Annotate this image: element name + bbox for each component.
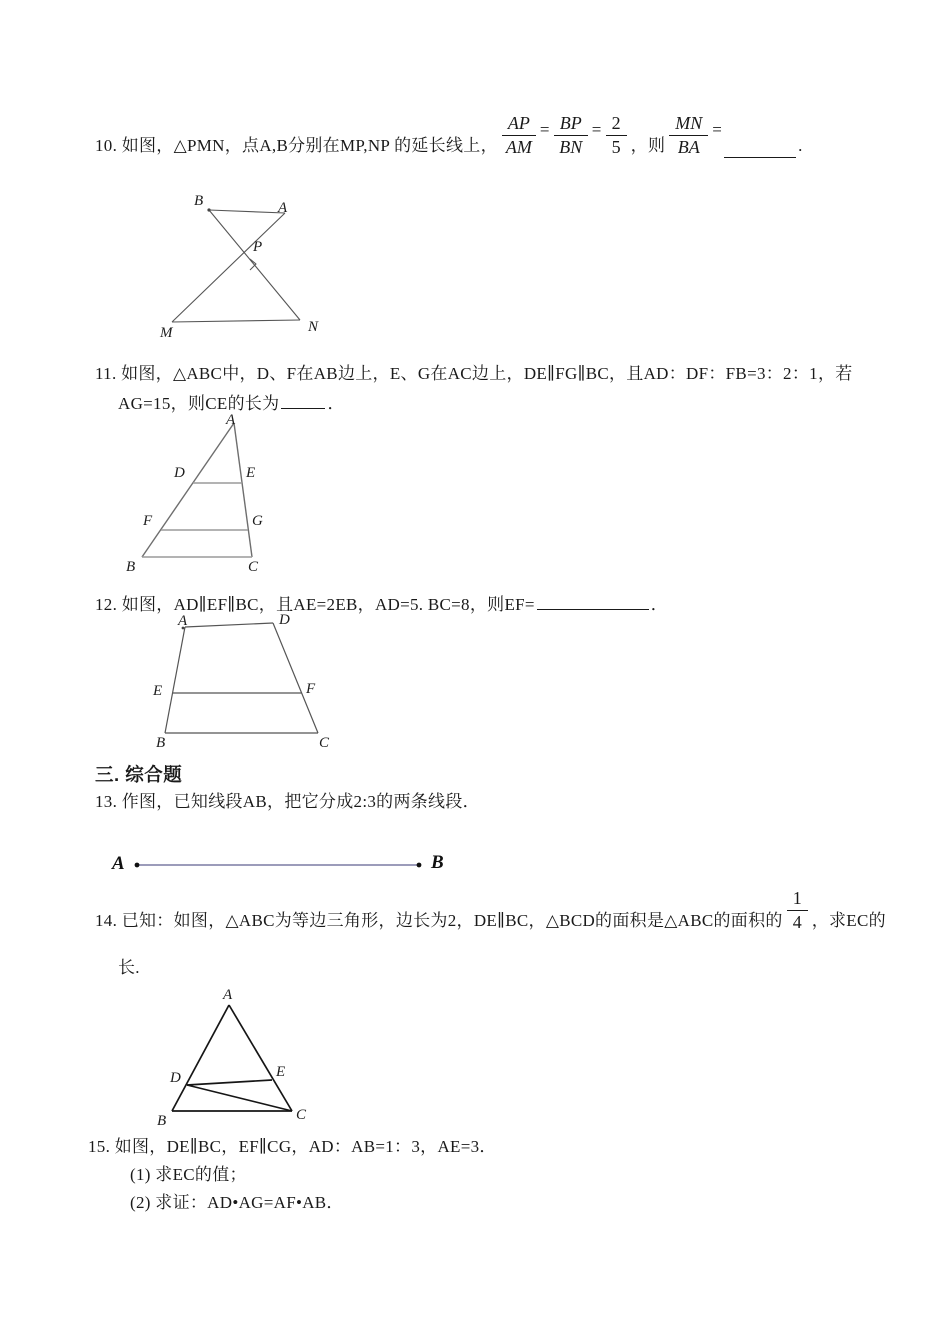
fig11-label-C: C — [248, 559, 259, 575]
fig12-label-C: C — [319, 735, 330, 751]
problem-15-item2: (2) 求证：AD•AG=AF•AB． — [130, 1193, 344, 1212]
fraction-2-5: $\frac{2}{5}$ — [606, 113, 627, 158]
figure-14-drawing — [150, 985, 350, 1133]
problem-12-text: 12. 如图，AD∥EF∥BC，且AE=2EB，AD=5. BC=8，则EF= — [95, 594, 535, 614]
section-3-header: 三. 综合题 — [95, 764, 183, 785]
fraction-AP-AM: $\frac{AP}{AM}$ — [502, 113, 536, 158]
fraction-MN-BA: $\frac{MN}{BA}$ — [669, 113, 708, 158]
figure-11-triangle — [112, 413, 312, 585]
point-B-dot — [417, 863, 422, 868]
side-AD — [185, 623, 273, 627]
fig12-label-D: D — [279, 612, 290, 628]
fig14-label-D: D — [170, 1070, 181, 1086]
fig14-label-C: C — [296, 1107, 307, 1123]
problem-14-statement — [95, 888, 886, 933]
side-AC — [229, 1005, 292, 1111]
fig10-label-B: B — [194, 193, 204, 209]
problem-14-line2: 长. — [118, 958, 140, 977]
fraction-1-4: $\frac{1}{4}$ — [787, 888, 808, 933]
figure-13-drawing — [100, 845, 470, 885]
figure-10-drawing — [150, 180, 380, 350]
fraction-BP-BN: $\frac{BP}{BN}$ — [554, 113, 588, 158]
segment-BA — [209, 210, 285, 213]
fig10-label-M: M — [160, 325, 173, 341]
side-AC — [234, 423, 252, 557]
problem-14-tail: ，求EC的 — [811, 911, 886, 931]
fig12-label-E: E — [153, 683, 163, 699]
fig13-label-B: B — [431, 852, 444, 873]
fig11-label-B: B — [126, 559, 136, 575]
side-DC — [273, 623, 318, 733]
equals-sign: = — [591, 120, 602, 140]
answer-blank-12 — [537, 591, 649, 610]
fig11-label-G: G — [252, 513, 263, 529]
figure-11-drawing — [112, 413, 312, 585]
period: . — [798, 136, 803, 156]
problem-12-period: ． — [650, 594, 669, 614]
problem-11-period: ． — [327, 393, 345, 413]
point-A-dot — [135, 863, 140, 868]
fig10-label-N: N — [308, 319, 319, 335]
problem-15-item1: (1) 求EC的值； — [130, 1165, 247, 1184]
answer-blank-10 — [724, 141, 796, 159]
figure-14-triangle — [150, 985, 350, 1133]
fig11-label-A: A — [226, 412, 236, 428]
fig12-label-B: B — [156, 735, 166, 751]
fig11-label-F: F — [143, 513, 153, 529]
fig12-label-F: F — [306, 681, 316, 697]
side-AB — [165, 627, 185, 733]
problem-13-statement: 13. 作图，已知线段AB，把它分成2:3的两条线段． — [95, 792, 480, 811]
side-AB — [142, 423, 234, 557]
segment-DC — [187, 1085, 292, 1111]
fig14-label-E: E — [276, 1064, 286, 1080]
fig10-label-P: P — [253, 239, 263, 255]
segment-MN — [172, 320, 300, 322]
figure-12-trapezoid — [140, 613, 370, 755]
problem-15-statement: 15. 如图，DE∥BC，EF∥CG，AD：AB=1：3，AE=3． — [88, 1137, 497, 1156]
fig11-label-D: D — [174, 465, 185, 481]
fig10-label-A: A — [278, 200, 288, 216]
problem-10-statement — [95, 113, 803, 158]
answer-blank-11 — [281, 390, 325, 409]
fig12-label-A: A — [178, 613, 188, 629]
problem-11-line2-text: AG=15，则CE的长为 — [118, 393, 280, 413]
equals-sign: = — [539, 120, 550, 140]
fig11-label-E: E — [246, 465, 256, 481]
fig13-label-A: A — [112, 853, 125, 874]
segment-DE — [187, 1080, 272, 1085]
problem-10-text: 10. 如图，△PMN，点A,B分别在MP,NP 的延长线上， — [95, 136, 498, 156]
figure-10-bowtie — [150, 180, 380, 350]
equals-sign: = — [712, 120, 723, 140]
problem-11-line1: 11. 如图，△ABC中，D、F在AB边上，E、G在AC边上，DE∥FG∥BC，且AD：DF：FB=3：2：1，若 — [95, 364, 853, 383]
figure-12-drawing — [140, 613, 370, 755]
fig14-label-A: A — [223, 987, 233, 1003]
point-B-dot — [207, 208, 210, 211]
side-AB — [172, 1005, 229, 1111]
line-MA — [172, 213, 285, 322]
problem-10-then: ，则 — [630, 136, 666, 156]
figure-13-segment — [100, 845, 470, 885]
fig14-label-B: B — [157, 1113, 167, 1129]
problem-14-text: 14. 已知：如图，△ABC为等边三角形，边长为2，DE∥BC，△BCD的面积是△ABC的面积的 — [95, 911, 783, 931]
